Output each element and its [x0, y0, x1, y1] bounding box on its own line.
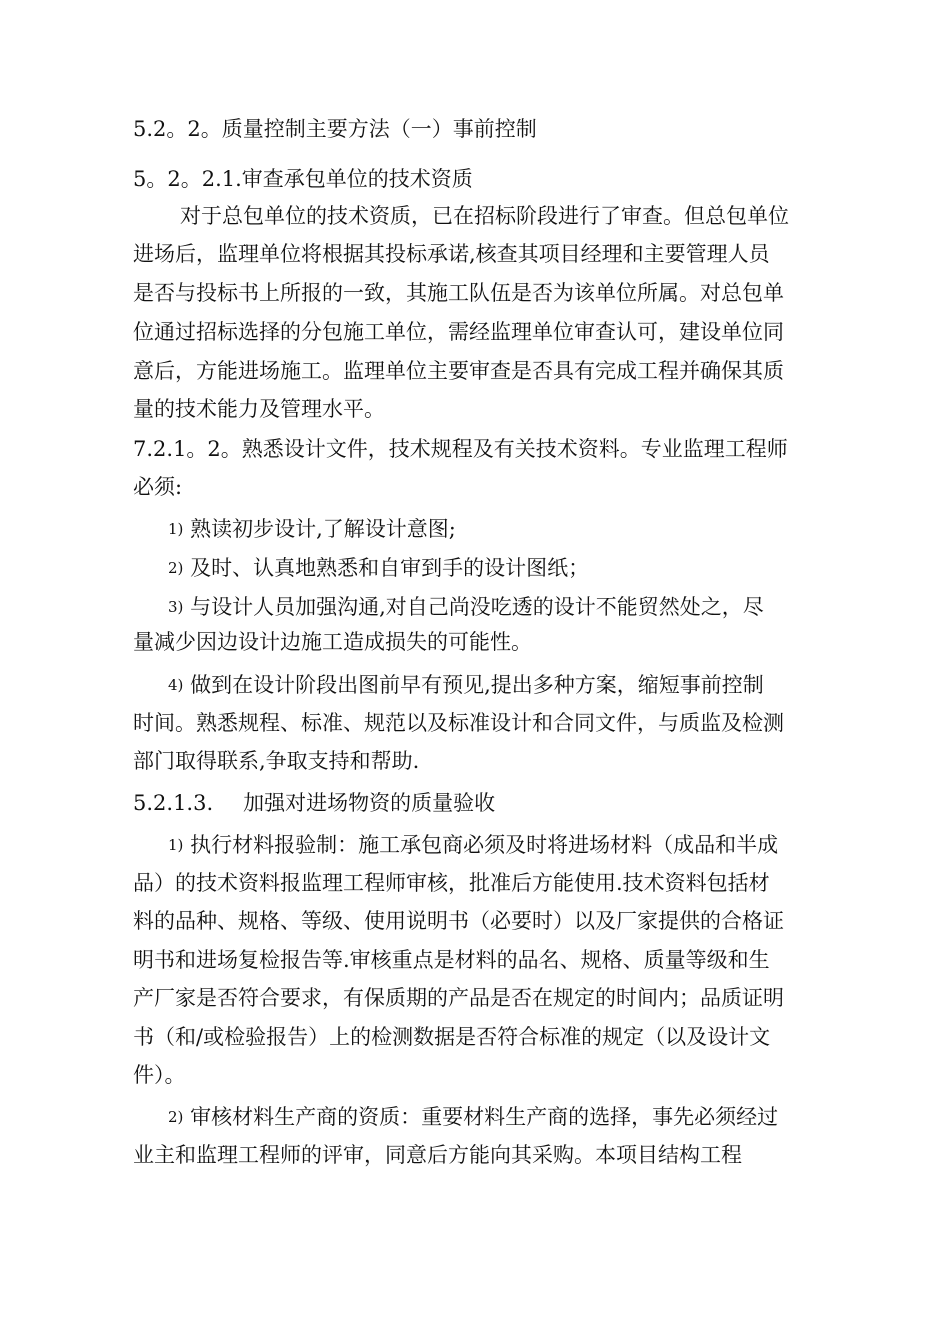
list-item-cont: 品）的技术资料报监理工程师审核，批准后方能使用.技术资料包括材 — [133, 871, 770, 895]
list-text: 及时、认真地熟悉和自审到手的设计图纸； — [190, 556, 590, 580]
paragraph-line: 对于总包单位的技术资质，已在招标阶段进行了审查。但总包单位 — [180, 204, 789, 228]
paragraph-line: 意后，方能进场施工。监理单位主要审查是否具有完成工程并确保其质 — [133, 359, 784, 383]
list-number: 3) — [168, 598, 184, 616]
list-number: 2) — [168, 1108, 184, 1126]
list-text: 审核材料生产商的资质：重要材料生产商的选择，事先必须经过 — [190, 1105, 779, 1129]
list-item-cont: 业主和监理工程师的评审，同意后方能向其采购。本项目结构工程 — [133, 1143, 742, 1167]
list-item-cont: 量减少因边设计边施工造成损失的可能性。 — [133, 630, 532, 654]
list-item — [168, 1102, 778, 1132]
list-item — [168, 670, 764, 700]
list-text: 与设计人员加强沟通,对自己尚没吃透的设计不能贸然处之，尽 — [190, 595, 764, 619]
list-item-cont: 产厂家是否符合要求，有保质期的产品是否在规定的时间内；品质证明 — [133, 986, 784, 1010]
list-number: 2) — [168, 559, 184, 577]
paragraph-line: 进场后，监理单位将根据其投标承诺,核查其项目经理和主要管理人员 — [133, 242, 770, 266]
list-number: 1) — [168, 836, 184, 854]
section-heading-5-2-2: 5.2。2。质量控制主要方法（一）事前控制 — [133, 117, 537, 141]
list-item — [168, 553, 589, 583]
list-item-cont: 书（和/或检验报告）上的检测数据是否符合标准的规定（以及设计文 — [133, 1025, 771, 1049]
list-item — [168, 592, 764, 622]
list-number: 4) — [168, 676, 184, 694]
section-heading-5-2-1-3 — [133, 788, 495, 818]
section-heading-7-2-1-2: 7.2.1。2。熟悉设计文件，技术规程及有关技术资料。专业监理工程师 — [133, 437, 788, 461]
list-item-cont: 料的品种、规格、等级、使用说明书（必要时）以及厂家提供的合格证 — [133, 909, 784, 933]
list-item-cont: 部门取得联系,争取支持和帮助. — [133, 749, 420, 773]
list-text: 熟读初步设计,了解设计意图; — [190, 517, 456, 541]
section-number: 5.2.1.3. — [133, 791, 214, 815]
paragraph-line: 位通过招标选择的分包施工单位，需经监理单位审查认可，建设单位同 — [133, 320, 784, 344]
list-text: 执行材料报验制：施工承包商必须及时将进场材料（成品和半成 — [190, 833, 779, 857]
list-item-cont: 时间。熟悉规程、标准、规范以及标准设计和合同文件，与质监及检测 — [133, 711, 784, 735]
paragraph-line: 是否与投标书上所报的一致，其施工队伍是否为该单位所属。对总包单 — [133, 281, 784, 305]
section-title: 加强对进场物资的质量验收 — [243, 791, 496, 815]
list-item-cont: 明书和进场复检报告等.审核重点是材料的品名、规格、质量等级和生 — [133, 948, 770, 972]
list-item-cont: 件）。 — [133, 1063, 186, 1087]
list-item — [168, 830, 778, 860]
paragraph-line: 量的技术能力及管理水平。 — [133, 397, 385, 421]
list-item — [168, 514, 456, 544]
section-heading-5-2-2-1: 5。2。2.1.审查承包单位的技术资质 — [133, 167, 473, 191]
section-heading-7-2-1-2-cont: 必须: — [133, 475, 183, 499]
list-number: 1) — [168, 520, 184, 538]
list-text: 做到在设计阶段出图前早有预见,提出多种方案，缩短事前控制 — [190, 673, 764, 697]
